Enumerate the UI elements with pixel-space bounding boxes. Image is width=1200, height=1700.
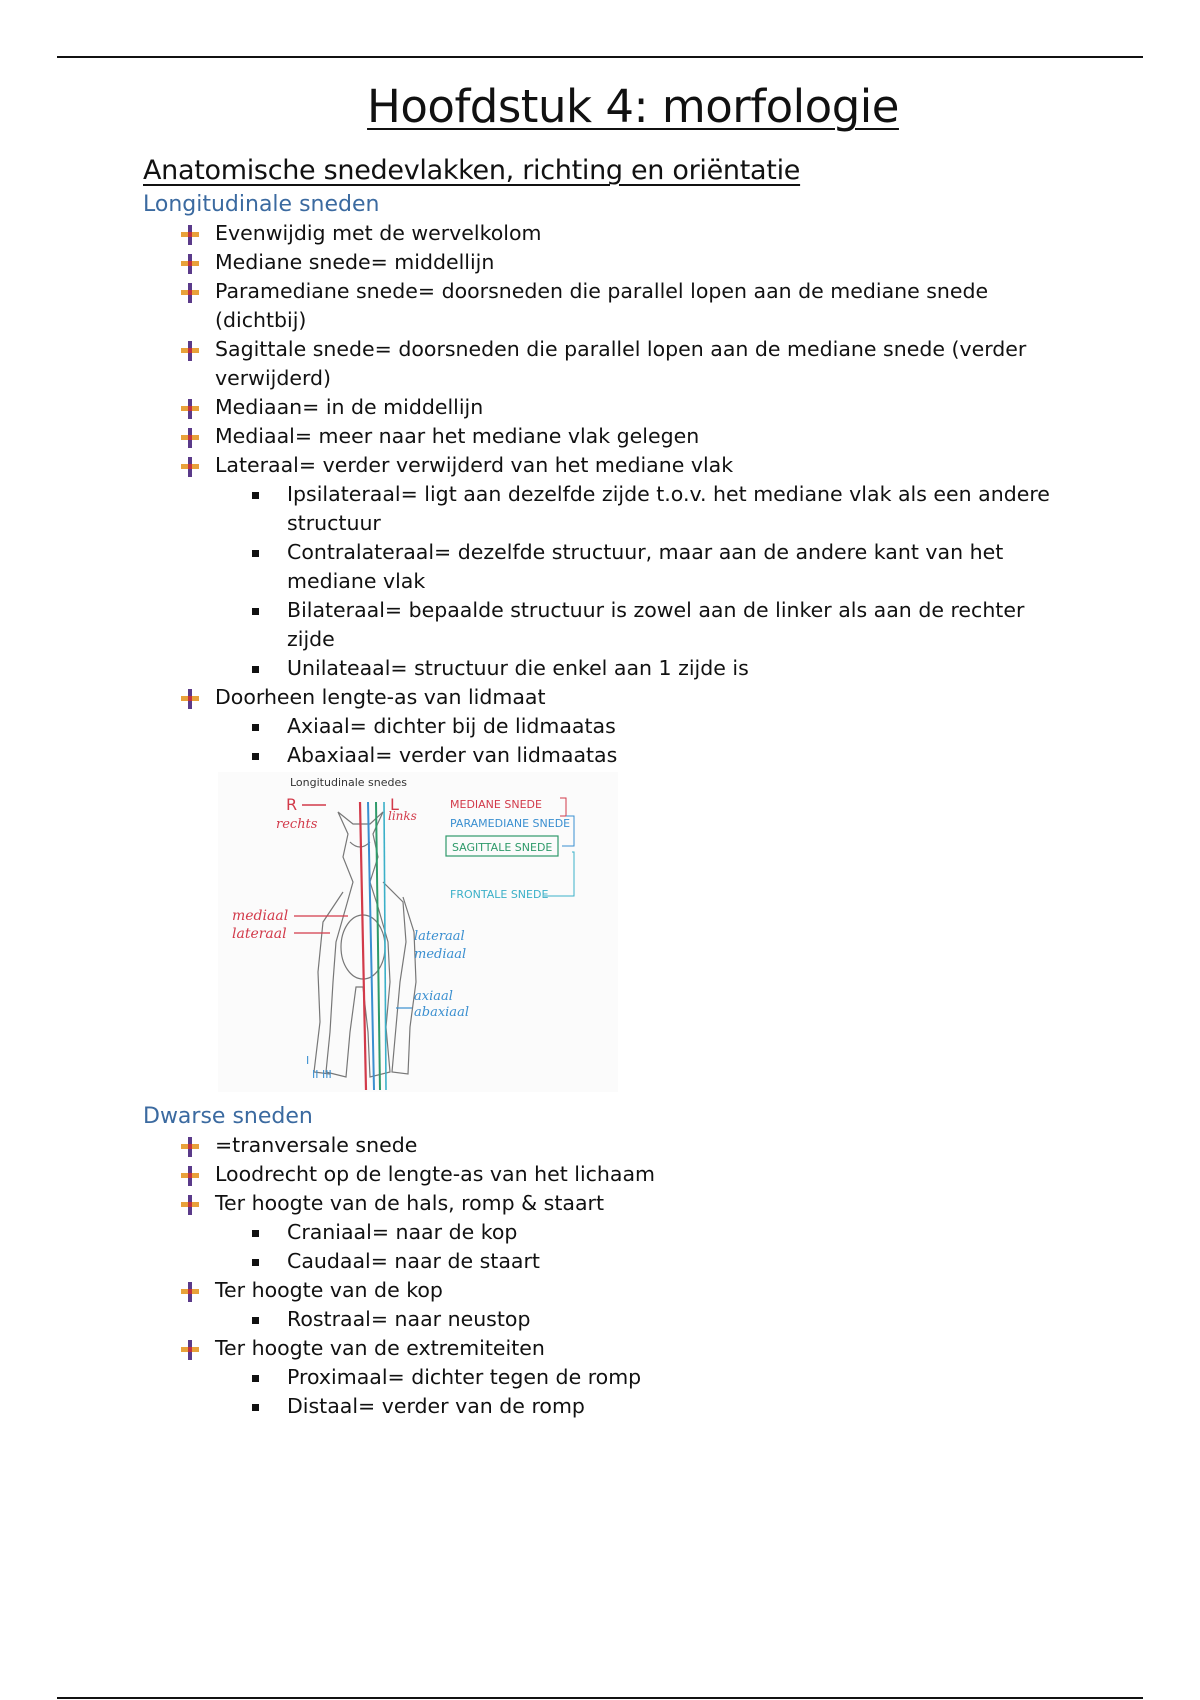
sub-list [215,1363,1063,1421]
list-item [143,1276,1063,1334]
bullet-pin-icon [179,340,201,360]
square-bullet-icon [252,1375,259,1382]
bullet-pin-icon [179,688,201,708]
sub-list-item-text: Proximaal= dichter tegen de romp [287,1365,642,1389]
list-item-text: Doorheen lengte-as van lidmaat [215,685,546,709]
bullet-pin-icon [179,1281,201,1301]
list-item [143,1131,1063,1160]
figure-drawing [218,772,618,1092]
label-lateraal-left: lateraal [232,926,287,942]
list-item [143,335,1063,393]
list-item [143,1334,1063,1421]
page-title: Hoofdstuk 4: morfologie [367,80,899,133]
sub-list-item-text: Contralateraal= dezelfde structuur, maar aan de andere kant van het mediane vlak [287,540,1004,593]
sub-list-item [215,538,1063,596]
list-item-text: Mediane snede= middellijn [215,250,495,274]
list-item-text: Mediaan= in de middellijn [215,395,484,419]
legend-frontale: FRONTALE SNEDE [450,888,549,901]
list-item-text: Loodrecht op de lengte-as van het lichaam [215,1162,656,1186]
sub-list-item-text: Rostraal= naar neustop [287,1307,531,1331]
square-bullet-icon [252,1259,259,1266]
list-item-text: =tranversale snede [215,1133,418,1157]
square-bullet-icon [252,492,259,499]
list-item [143,277,1063,335]
bullet-pin-icon [179,1194,201,1214]
label-rechts: rechts [276,817,318,832]
label-mediaal-left: mediaal [232,908,289,924]
figure-title: Longitudinale snedes [290,776,407,789]
label-digits: II III [312,1068,332,1081]
longitudinal-list [143,219,1063,770]
sub-list [215,1305,1063,1334]
sub-list-item [215,480,1063,538]
sub-list-item [215,1305,1063,1334]
transverse-heading: Dwarse sneden [143,1104,313,1129]
bullet-pin-icon [179,253,201,273]
bullet-pin-icon [179,1339,201,1359]
bullet-pin-icon [179,282,201,302]
bullet-pin-icon [179,456,201,476]
sub-list-item [215,596,1063,654]
label-digit-i: I [306,1054,310,1067]
legend-sagittale: SAGITTALE SNEDE [452,841,553,854]
label-links: links [388,809,417,823]
document-page [143,80,1063,1421]
legend-mediane: MEDIANE SNEDE [450,798,542,811]
sub-list-item [215,1363,1063,1392]
bullet-pin-icon [179,1165,201,1185]
square-bullet-icon [252,753,259,760]
longitudinal-heading: Longitudinale sneden [143,192,380,217]
sub-list [215,712,1063,770]
bottom-rule [57,1697,1143,1699]
sub-list-item-text: Unilateaal= structuur die enkel aan 1 zijde is [287,656,749,680]
list-item-text: Paramediane snede= doorsneden die parallel lopen aan de mediane snede (dichtbij) [215,279,989,332]
list-item [143,683,1063,770]
square-bullet-icon [252,608,259,615]
top-rule [57,56,1143,58]
sub-list-item-text: Abaxiaal= verder van lidmaatas [287,743,618,767]
label-lateraal-right: lateraal [414,929,465,944]
label-mediaal-right: mediaal [414,947,467,962]
sub-list-item-text: Craniaal= naar de kop [287,1220,518,1244]
bullet-pin-icon [179,224,201,244]
list-item-text: Ter hoogte van de extremiteiten [215,1336,545,1360]
bullet-pin-icon [179,427,201,447]
list-item [143,1160,1063,1189]
list-item-text: Lateraal= verder verwijderd van het mediane vlak [215,453,734,477]
label-l: L [390,795,399,814]
square-bullet-icon [252,1317,259,1324]
sub-list-item [215,712,1063,741]
list-item [143,422,1063,451]
list-item [143,1189,1063,1276]
list-item-text: Evenwijdig met de wervelkolom [215,221,542,245]
list-item [143,393,1063,422]
sub-list [215,480,1063,683]
sub-list-item-text: Ipsilateraal= ligt aan dezelfde zijde t.o.v. het mediane vlak als een andere structuur [287,482,1050,535]
list-item-text: Ter hoogte van de hals, romp & staart [215,1191,604,1215]
sub-list-item [215,1218,1063,1247]
label-r: R [286,795,298,814]
sub-list-item [215,1247,1063,1276]
square-bullet-icon [252,666,259,673]
list-item-text: Mediaal= meer naar het mediane vlak gelegen [215,424,700,448]
sub-list-item-text: Distaal= verder van de romp [287,1394,585,1418]
square-bullet-icon [252,724,259,731]
list-item-text: Ter hoogte van de kop [215,1278,443,1302]
square-bullet-icon [252,1230,259,1237]
list-item [143,451,1063,683]
legend-paramediane: PARAMEDIANE SNEDE [450,817,571,830]
list-item [143,248,1063,277]
square-bullet-icon [252,550,259,557]
bullet-pin-icon [179,398,201,418]
sub-list-item [215,741,1063,770]
sub-list-item [215,654,1063,683]
sub-list-item-text: Bilateraal= bepaalde structuur is zowel aan de linker als aan de rechter zijde [287,598,1025,651]
label-abaxiaal: abaxiaal [414,1005,469,1020]
transverse-list [143,1131,1063,1421]
list-item-text: Sagittale snede= doorsneden die parallel lopen aan de mediane snede (verder verwijderd) [215,337,1027,390]
sub-list-item [215,1392,1063,1421]
list-item [143,219,1063,248]
label-axiaal: axiaal [414,989,453,1004]
sub-list-item-text: Axiaal= dichter bij de lidmaatas [287,714,616,738]
bullet-pin-icon [179,1136,201,1156]
sub-list [215,1218,1063,1276]
square-bullet-icon [252,1404,259,1411]
section-heading: Anatomische snedevlakken, richting en oriëntatie [143,155,801,186]
sub-list-item-text: Caudaal= naar de staart [287,1249,540,1273]
longitudinal-figure [218,772,618,1092]
